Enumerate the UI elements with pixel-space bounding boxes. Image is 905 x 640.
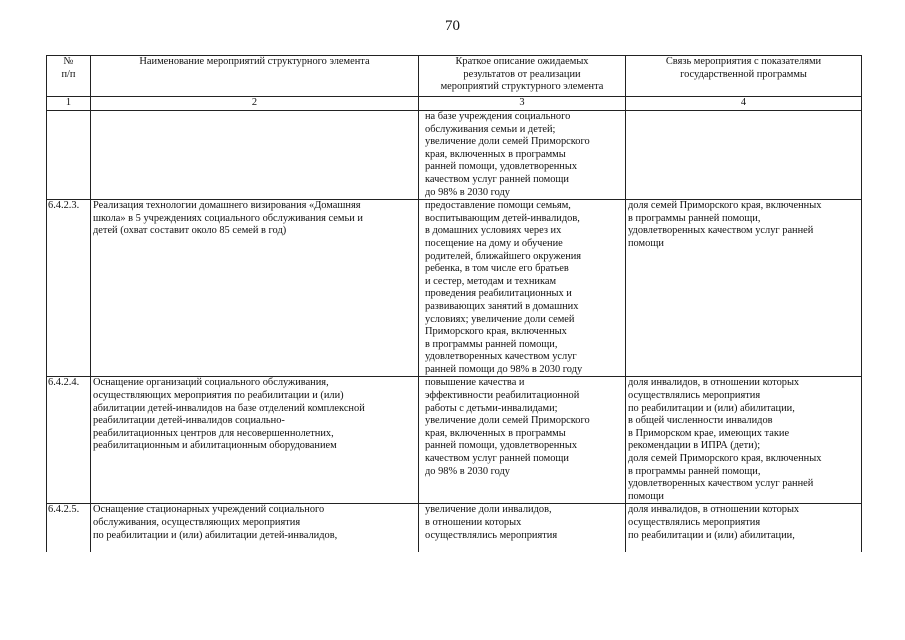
expected-results-line: повышение качества и: [425, 377, 525, 389]
row-number: [47, 111, 91, 200]
header-program-indicators: Связь мероприятия с показателями государственной программы: [626, 56, 862, 97]
program-indicators-line: удовлетворенных качеством услуг ранней: [628, 478, 814, 490]
expected-results-line: родителей, ближайшего окружения: [425, 250, 582, 262]
expected-results-line: работы с детьми-инвалидами;: [425, 402, 558, 414]
expected-results-line: на базе учреждения социального: [425, 111, 571, 122]
program-indicators-line: в программы ранней помощи,: [628, 212, 761, 224]
expected-results-line: качеством услуг ранней помощи: [425, 453, 569, 465]
column-number: 4: [626, 97, 862, 111]
row-number: 6.4.2.3.: [47, 200, 91, 377]
program-indicators: [626, 111, 862, 200]
table-row: [47, 504, 862, 552]
program-indicators: [626, 377, 862, 504]
expected-results-line: эффективности реабилитационной: [425, 390, 580, 402]
expected-results-line: края, включенных в программы: [425, 148, 566, 160]
expected-results: [419, 200, 626, 377]
measure-name-line: Оснащение организаций социального обслуживания,: [93, 377, 329, 389]
program-indicators-line: осуществлялись мероприятия: [628, 517, 761, 528]
expected-results-line: в отношении которых: [425, 517, 522, 528]
expected-results-line: развивающих занятий в домашних: [425, 300, 579, 312]
header-expected-results: Краткое описание ожидаемых результатов от реализации мероприятий структурного элемента: [419, 56, 626, 97]
expected-results-line: ранней помощи до 98% в 2030 году: [425, 363, 583, 375]
program-indicators-line: осуществлялись мероприятия: [628, 390, 761, 402]
expected-results-line: края, включенных в программы: [425, 427, 566, 439]
column-number: 1: [47, 97, 91, 111]
page-number: 70: [445, 18, 460, 34]
expected-results-line: до 98% в 2030 году: [425, 465, 510, 477]
expected-results-line: условиях; увеличение доли семей: [425, 313, 575, 325]
expected-results-line: посещение на дому и обучение: [425, 237, 563, 249]
expected-results-line: до 98% в 2030 году: [425, 186, 510, 198]
row-number: 6.4.2.4.: [47, 377, 91, 504]
program-indicators-line: в программы ранней помощи,: [628, 465, 761, 477]
program-indicators-line: по реабилитации и (или) абилитации,: [628, 529, 795, 541]
measure-name-line: обслуживания, осуществляющих мероприятия: [93, 517, 301, 528]
row-number: 6.4.2.5.: [47, 504, 91, 552]
program-indicators: [626, 200, 862, 377]
expected-results-line: ранней помощи, удовлетворенных: [425, 440, 578, 452]
expected-results-line: обслуживания семьи и детей;: [425, 123, 556, 135]
measure-name: [91, 111, 419, 200]
column-number: 3: [419, 97, 626, 111]
program-indicators-line: в общей численности инвалидов: [628, 415, 773, 427]
expected-results-line: осуществлялись мероприятия: [425, 529, 558, 541]
expected-results-line: Приморского края, включенных: [425, 326, 567, 338]
expected-results-line: проведения реабилитационных и: [425, 288, 572, 300]
table-row: [47, 377, 862, 504]
program-indicators: [626, 504, 862, 552]
measure-name-line: Реализация технологии домашнего визирования «Домашняя: [93, 200, 361, 212]
expected-results-line: качеством услуг ранней помощи: [425, 173, 569, 185]
expected-results: [419, 111, 626, 200]
program-indicators-line: в Приморском крае, имеющих такие: [628, 427, 790, 439]
program-indicators-line: доля семей Приморского края, включенных: [628, 453, 822, 465]
table-header-row: [47, 56, 862, 97]
expected-results-line: увеличение доли семей Приморского: [425, 136, 590, 148]
measure-name-line: абилитации детей-инвалидов на базе отделений комплексной: [93, 402, 365, 414]
measure-name-line: осуществляющих мероприятия по реабилитации и (или): [93, 390, 344, 402]
expected-results-line: увеличение доли инвалидов,: [425, 504, 552, 516]
table-row: [47, 200, 862, 377]
expected-results: [419, 504, 626, 552]
program-indicators-line: доля семей Приморского края, включенных: [628, 200, 822, 212]
measure-name-line: по реабилитации и (или) абилитации детей-инвалидов,: [93, 529, 338, 541]
measure-name-line: реабилитации детей-инвалидов социально-: [93, 415, 285, 427]
expected-results-line: предоставление помощи семьям,: [425, 200, 571, 212]
table-row: [47, 111, 862, 200]
expected-results-line: и сестер, методам и техникам: [425, 275, 557, 287]
header-measure-name: Наименование мероприятий структурного элемента: [91, 56, 419, 97]
expected-results-line: в домашних условиях через их: [425, 225, 562, 237]
expected-results-line: в программы ранней помощи,: [425, 338, 558, 350]
measure-name: [91, 504, 419, 552]
measure-name-line: школа» в 5 учреждениях социального обслуживания семьи и: [93, 212, 363, 224]
program-indicators-line: рекомендации в ИПРА (дети);: [628, 440, 761, 452]
program-indicators-line: помощи: [628, 490, 664, 502]
header-number: № п/п: [47, 56, 91, 97]
column-number-row: [47, 97, 862, 111]
measure-name: [91, 377, 419, 504]
expected-results-line: ранней помощи, удовлетворенных: [425, 161, 578, 173]
expected-results-line: ребенка, в том числе его братьев: [425, 263, 569, 275]
measure-name-line: Оснащение стационарных учреждений социального: [93, 504, 325, 516]
expected-results-line: увеличение доли семей Приморского: [425, 415, 590, 427]
measure-name-line: реабилитационных центров для несовершеннолетних,: [93, 427, 334, 439]
measures-table: [46, 55, 862, 552]
program-indicators-line: по реабилитации и (или) абилитации,: [628, 402, 795, 414]
column-number: 2: [91, 97, 419, 111]
page-bottom-margin: [46, 598, 861, 640]
expected-results: [419, 377, 626, 504]
program-indicators-line: доля инвалидов, в отношении которых: [628, 377, 800, 389]
program-indicators-line: помощи: [628, 237, 664, 249]
expected-results-line: воспитывающим детей-инвалидов,: [425, 212, 580, 224]
program-indicators-line: удовлетворенных качеством услуг ранней: [628, 225, 814, 237]
measure-name-line: реабилитационным и абилитационным оборудованием: [93, 440, 337, 452]
measure-name-line: детей (охват составит около 85 семей в год): [93, 225, 287, 237]
expected-results-line: удовлетворенных качеством услуг: [425, 351, 577, 363]
measure-name: [91, 200, 419, 377]
program-indicators-line: доля инвалидов, в отношении которых: [628, 504, 800, 516]
